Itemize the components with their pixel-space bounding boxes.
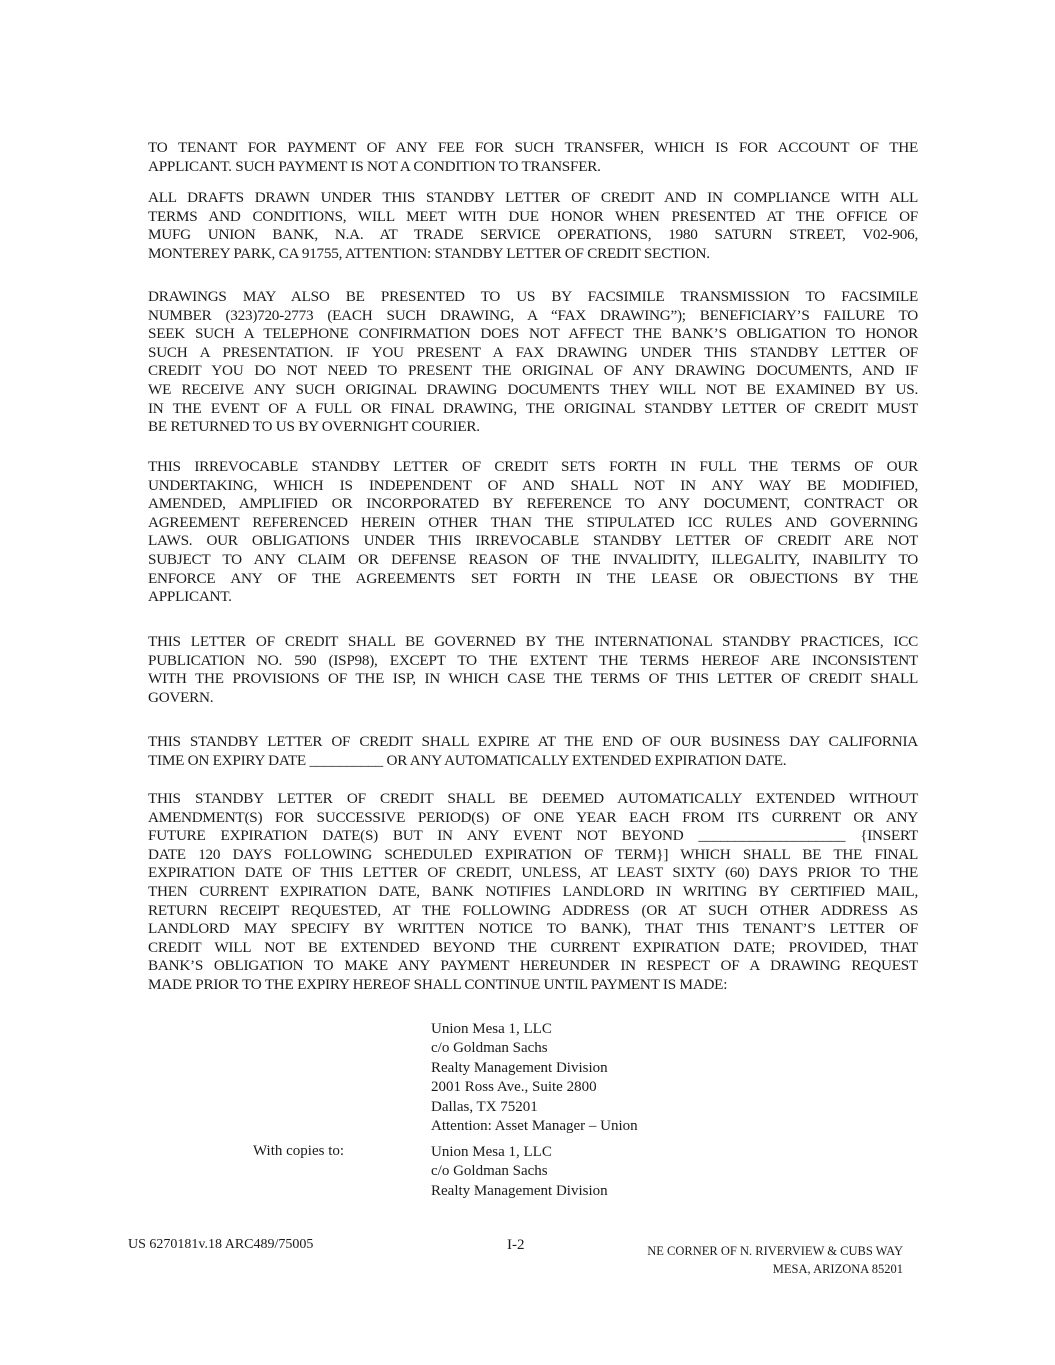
paragraph-line: ENFORCE ANY OF THE AGREEMENTS SET FORTH IN THE LEASE OR OBJECTIONS BY THE: [148, 569, 918, 587]
property-line-2: MESA, ARIZONA 85201: [772, 1262, 903, 1276]
paragraph-line: LAWS. OUR OBLIGATIONS UNDER THIS IRREVOCABLE STANDBY LETTER OF CREDIT ARE NOT: [148, 532, 918, 550]
paragraph-line: WE RECEIVE ANY SUCH ORIGINAL DRAWING DOCUMENTS THEY WILL NOT BE EXAMINED BY US.: [148, 380, 918, 398]
copies-label: With copies to:: [253, 1143, 345, 1159]
paragraph-line: MONTEREY PARK, CA 91755, ATTENTION: STANDBY LETTER OF CREDIT SECTION.: [148, 244, 710, 262]
paragraph-line: THIS STANDBY LETTER OF CREDIT SHALL BE DEEMED AUTOMATICALLY EXTENDED WITHOUT: [148, 790, 918, 807]
paragraph-line: TERMS AND CONDITIONS, WILL MEET WITH DUE HONOR WHEN PRESENTED AT THE OFFICE OF: [148, 207, 918, 225]
address-line: 2001 Ross Ave., Suite 2800: [431, 1079, 597, 1096]
paragraph-line: NUMBER (323)720-2773 (EACH SUCH DRAWING, A “FAX DRAWING”); BENEFICIARY’S FAILURE TO: [148, 306, 918, 324]
paragraph-line: DATE 120 DAYS FOLLOWING SCHEDULED EXPIRATION OF TERM}] WHICH SHALL BE THE FINAL: [148, 845, 918, 863]
property-line-1: NE CORNER OF N. RIVERVIEW & CUBS WAY: [647, 1244, 903, 1258]
paragraph-line: IN THE EVENT OF A FULL OR FINAL DRAWING, THE ORIGINAL STANDBY LETTER OF CREDIT MUST: [148, 399, 918, 417]
document-id: US 6270181v.18 ARC489/75005: [128, 1237, 314, 1252]
paragraph: [148, 189, 918, 263]
paragraph-line: DRAWINGS MAY ALSO BE PRESENTED TO US BY FACSIMILE TRANSMISSION TO FACSIMILE: [148, 288, 918, 305]
page-number: I-2: [507, 1237, 525, 1253]
paragraph-line: ALL DRAFTS DRAWN UNDER THIS STANDBY LETTER OF CREDIT AND IN COMPLIANCE WITH ALL: [148, 189, 918, 206]
paragraph: [148, 139, 918, 176]
paragraph-line: AMENDED, AMPLIFIED OR INCORPORATED BY REFERENCE TO ANY DOCUMENT, CONTRACT OR: [148, 495, 918, 513]
paragraph-line: GOVERN.: [148, 688, 214, 706]
paragraph-line: CREDIT WILL NOT BE EXTENDED BEYOND THE CURRENT EXPIRATION DATE; PROVIDED, THAT: [148, 938, 918, 956]
paragraph-line: BANK’S OBLIGATION TO MAKE ANY PAYMENT HEREUNDER IN RESPECT OF A DRAWING REQUEST: [148, 957, 918, 975]
paragraph-line: APPLICANT. SUCH PAYMENT IS NOT A CONDITION TO TRANSFER.: [148, 157, 601, 175]
paragraph: [148, 458, 918, 607]
paragraph-line: SUCH A PRESENTATION. IF YOU PRESENT A FAX DRAWING UNDER THIS STANDBY LETTER OF: [148, 343, 918, 361]
paragraph-line: APPLICANT.: [148, 588, 232, 606]
property-address: [647, 1242, 903, 1278]
address-line: Union Mesa 1, LLC: [431, 1144, 552, 1160]
paragraph-line: AMENDMENT(S) FOR SUCCESSIVE PERIOD(S) OF ONE YEAR EACH FROM ITS CURRENT OR ANY: [148, 808, 918, 826]
paragraph-line: FUTURE EXPIRATION DATE(S) BUT IN ANY EVENT NOT BEYOND ____________________ {INSERT: [148, 827, 918, 845]
paragraph-line: MUFG UNION BANK, N.A. AT TRADE SERVICE OPERATIONS, 1980 SATURN STREET, V02-906,: [148, 226, 918, 244]
paragraph-line: MADE PRIOR TO THE EXPIRY HEREOF SHALL CONTINUE UNTIL PAYMENT IS MADE:: [148, 975, 728, 993]
paragraph-line: THIS IRREVOCABLE STANDBY LETTER OF CREDIT SETS FORTH IN FULL THE TERMS OF OUR: [148, 458, 918, 475]
paragraph-line: THEN CURRENT EXPIRATION DATE, BANK NOTIFIES LANDLORD IN WRITING BY CERTIFIED MAIL,: [148, 882, 918, 900]
address-line: Realty Management Division: [431, 1059, 608, 1076]
paragraph-line: TO TENANT FOR PAYMENT OF ANY FEE FOR SUCH TRANSFER, WHICH IS FOR ACCOUNT OF THE: [148, 139, 918, 156]
paragraph-line: SEEK SUCH A TELEPHONE CONFIRMATION DOES NOT AFFECT THE BANK’S OBLIGATION TO HONOR: [148, 325, 918, 343]
paragraph-line: BE RETURNED TO US BY OVERNIGHT COURIER.: [148, 418, 480, 436]
paragraph-line: TIME ON EXPIRY DATE __________ OR ANY AUTOMATICALLY EXTENDED EXPIRATION DATE.: [148, 751, 787, 769]
copy-address: [431, 1143, 608, 1201]
address-line: Union Mesa 1, LLC: [431, 1021, 552, 1037]
paragraph-line: WITH THE PROVISIONS OF THE ISP, IN WHICH CASE THE TERMS OF THIS LETTER OF CREDIT SHALL: [148, 670, 918, 688]
paragraph: [148, 288, 918, 437]
paragraph-line: THIS LETTER OF CREDIT SHALL BE GOVERNED BY THE INTERNATIONAL STANDBY PRACTICES, ICC: [148, 633, 918, 650]
paragraph-line: SUBJECT TO ANY CLAIM OR DEFENSE REASON OF THE INVALIDITY, ILLEGALITY, INABILITY TO: [148, 550, 918, 568]
address-line: Attention: Asset Manager – Union: [431, 1118, 638, 1135]
paragraph: [148, 633, 918, 707]
paragraph-line: RETURN RECEIPT REQUESTED, AT THE FOLLOWING ADDRESS (OR AT SUCH OTHER ADDRESS AS: [148, 901, 918, 919]
paragraph-line: PUBLICATION NO. 590 (ISP98), EXCEPT TO THE EXTENT THE TERMS HEREOF ARE INCONSISTENT: [148, 651, 918, 669]
landlord-address: [431, 1020, 638, 1136]
paragraph: [148, 733, 918, 770]
paragraph-line: LANDLORD MAY SPECIFY BY WRITTEN NOTICE TO BANK), THAT THIS TENANT’S LETTER OF: [148, 920, 918, 938]
address-line: Dallas, TX 75201: [431, 1098, 538, 1115]
paragraph: [148, 790, 918, 995]
address-line: Realty Management Division: [431, 1182, 608, 1199]
paragraph-line: THIS STANDBY LETTER OF CREDIT SHALL EXPIRE AT THE END OF OUR BUSINESS DAY CALIFORNIA: [148, 733, 918, 750]
address-line: c/o Goldman Sachs: [431, 1040, 548, 1057]
paragraph-line: EXPIRATION DATE OF THIS LETTER OF CREDIT, UNLESS, AT LEAST SIXTY (60) DAYS PRIOR TO THE: [148, 864, 918, 882]
paragraph-line: CREDIT YOU DO NOT NEED TO PRESENT THE ORIGINAL OF ANY DRAWING DOCUMENTS, AND IF: [148, 362, 918, 380]
paragraph-line: AGREEMENT REFERENCED HEREIN OTHER THAN THE STIPULATED ICC RULES AND GOVERNING: [148, 513, 918, 531]
address-line: c/o Goldman Sachs: [431, 1163, 548, 1180]
paragraph-line: UNDERTAKING, WHICH IS INDEPENDENT OF AND SHALL NOT IN ANY WAY BE MODIFIED,: [148, 476, 918, 494]
